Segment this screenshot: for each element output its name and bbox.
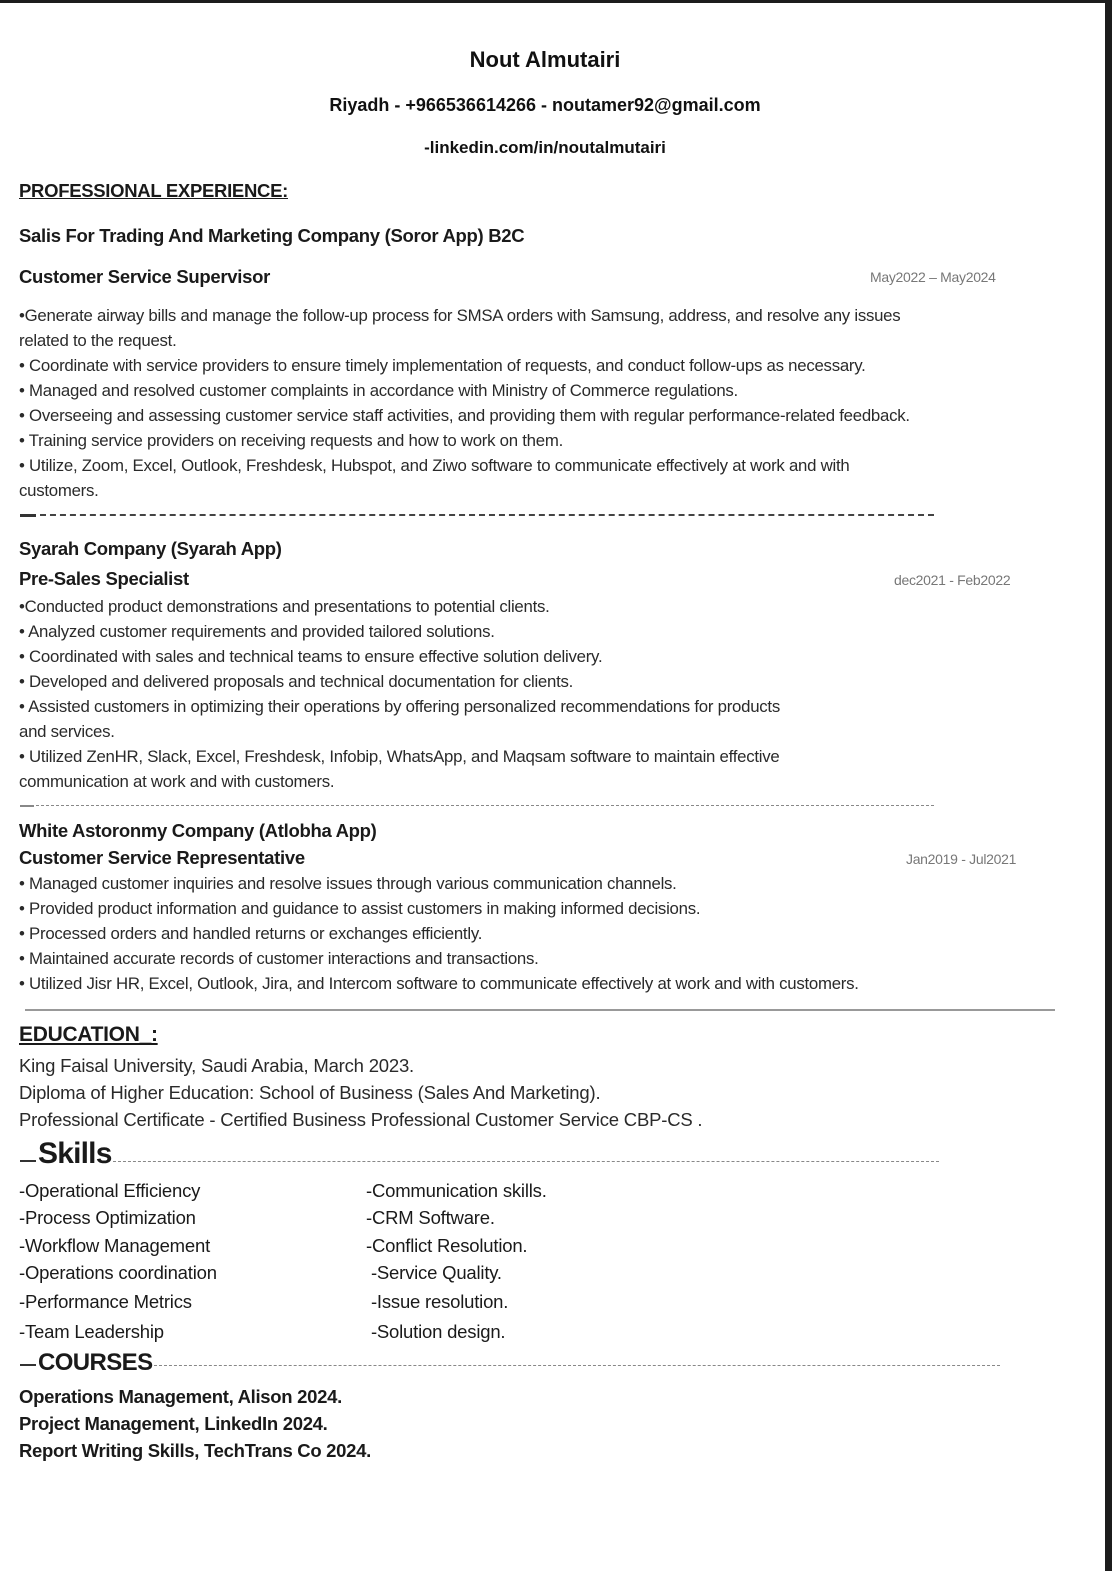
skill-item: -Communication skills. xyxy=(366,1180,547,1201)
job-title: Customer Service Representative xyxy=(19,847,305,868)
dashed-separator xyxy=(36,805,934,806)
job-dates: Jan2019 - Jul2021 xyxy=(906,851,1017,867)
job-bullet: • Managed customer inquiries and resolve issues through various communication channels. xyxy=(19,874,677,893)
job-bullet: • Developed and delivered proposals and technical documentation for clients. xyxy=(19,672,574,691)
job-bullet: • Coordinated with sales and technical teams to ensure effective solution delivery. xyxy=(19,647,603,666)
separator-lead xyxy=(20,805,34,807)
skill-item: -Solution design. xyxy=(366,1321,506,1342)
separator-lead xyxy=(20,514,36,517)
job-dates: dec2021 - Feb2022 xyxy=(894,572,1011,588)
job-bullet-continued: and services. xyxy=(19,722,115,741)
education-line: King Faisal University, Saudi Arabia, March 2023. xyxy=(19,1055,414,1076)
job-bullet: • Provided product information and guidance to assist customers in making informed decisions. xyxy=(19,899,701,918)
education-line: Diploma of Higher Education: School of Business (Sales And Marketing). xyxy=(19,1082,601,1103)
job-bullet: • Analyzed customer requirements and provided tailored solutions. xyxy=(19,622,495,641)
job-bullet: • Overseeing and assessing customer service staff activities, and providing them with regular performance-related feedback. xyxy=(19,406,910,425)
skill-item: -CRM Software. xyxy=(366,1207,495,1228)
course-item: Operations Management, Alison 2024. xyxy=(19,1386,342,1407)
section-title-skills: Skills xyxy=(38,1137,112,1170)
job-bullet: • Managed and resolved customer complaints in accordance with Ministry of Commerce regulations. xyxy=(19,381,738,400)
job-bullet: •Conducted product demonstrations and presentations to potential clients. xyxy=(19,597,550,616)
job-dates: May2022 – May2024 xyxy=(870,269,996,285)
section-title-lead xyxy=(20,1364,36,1366)
skill-item: -Conflict Resolution. xyxy=(366,1235,528,1256)
linkedin-url: -linkedin.com/in/noutalmutairi xyxy=(424,138,666,157)
job-title: Pre-Sales Specialist xyxy=(19,568,189,589)
skill-item: -Operational Efficiency xyxy=(19,1180,201,1201)
skill-item: -Performance Metrics xyxy=(19,1291,192,1312)
company-name: Salis For Trading And Marketing Company (Soror App) B2C xyxy=(19,225,525,246)
section-title-experience: PROFESSIONAL EXPERIENCE: xyxy=(19,180,288,201)
dashed-separator xyxy=(40,514,934,516)
job-bullet: • Utilized ZenHR, Slack, Excel, Freshdesk, Infobip, WhatsApp, and Maqsam software to maintain effective xyxy=(19,747,780,766)
candidate-name: Nout Almutairi xyxy=(469,47,621,72)
job-bullet-continued: customers. xyxy=(19,481,99,500)
company-name: Syarah Company (Syarah App) xyxy=(19,538,282,559)
job-bullet: • Training service providers on receiving requests and how to work on them. xyxy=(19,431,563,450)
contact-line: Riyadh - +966536614266 - noutamer92@gmail.com xyxy=(329,95,761,115)
job-bullet: • Processed orders and handled returns or exchanges efficiently. xyxy=(19,924,483,943)
job-bullet-continued: related to the request. xyxy=(19,331,177,350)
skill-item: -Operations coordination xyxy=(19,1262,217,1283)
job-bullet: • Coordinate with service providers to ensure timely implementation of requests, and conduct follow-ups as necessary. xyxy=(19,356,866,375)
job-bullet: • Assisted customers in optimizing their operations by offering personalized recommendations for products xyxy=(19,697,780,716)
section-divider xyxy=(25,1009,1055,1011)
dashed-separator xyxy=(113,1161,939,1162)
skill-item: -Issue resolution. xyxy=(366,1291,509,1312)
course-item: Report Writing Skills, TechTrans Co 2024. xyxy=(19,1440,371,1461)
section-title-lead xyxy=(20,1160,36,1162)
section-title-education: EDUCATION_: xyxy=(19,1023,158,1046)
job-title: Customer Service Supervisor xyxy=(19,266,271,287)
resume-page xyxy=(0,3,1105,1571)
job-bullet-continued: communication at work and with customers. xyxy=(19,772,335,791)
company-name: White Astoronmy Company (Atlobha App) xyxy=(19,820,377,841)
skill-item: -Service Quality. xyxy=(366,1262,502,1283)
dashed-separator xyxy=(154,1365,1000,1366)
skill-item: -Workflow Management xyxy=(19,1235,211,1256)
skill-item: -Process Optimization xyxy=(19,1207,196,1228)
skill-item: -Team Leadership xyxy=(19,1321,164,1342)
job-bullet: •Generate airway bills and manage the follow-up process for SMSA orders with Samsung, address, and resolve any issues xyxy=(19,306,901,325)
section-title-courses: COURSES xyxy=(38,1349,153,1376)
job-bullet: • Utilized Jisr HR, Excel, Outlook, Jira, and Intercom software to communicate effectively at work and with customers. xyxy=(19,974,859,993)
job-bullet: • Utilize, Zoom, Excel, Outlook, Freshdesk, Hubspot, and Ziwo software to communicate effectively at work and with xyxy=(19,456,850,475)
education-line: Professional Certificate - Certified Business Professional Customer Service CBP-CS . xyxy=(19,1109,703,1130)
job-bullet: • Maintained accurate records of customer interactions and transactions. xyxy=(19,949,539,968)
course-item: Project Management, LinkedIn 2024. xyxy=(19,1413,328,1434)
